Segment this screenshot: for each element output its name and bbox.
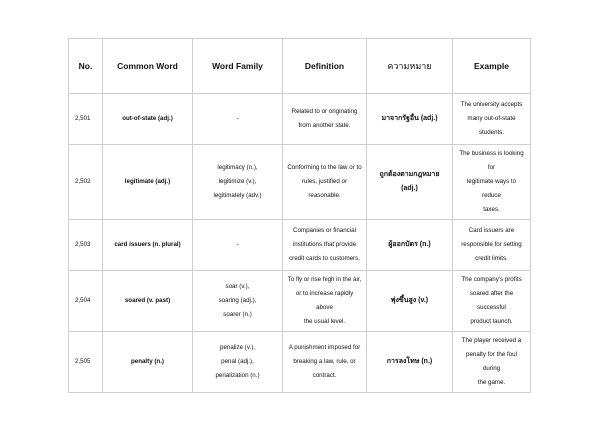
- cell-example-line: taxes.: [483, 206, 500, 213]
- header-common-word: Common Word: [103, 39, 193, 94]
- cell-thai-meaning: พุ่งขึ้นสูง (v.): [367, 271, 453, 332]
- cell-example: [453, 94, 531, 145]
- cell-number: 2,502: [69, 145, 103, 220]
- header-word-family: Word Family: [193, 39, 283, 94]
- cell-example: [453, 271, 531, 332]
- cell-common-word: legitimate (adj.): [103, 145, 193, 220]
- table-row: [69, 94, 531, 145]
- cell-example-line: The player received a: [461, 337, 522, 344]
- cell-word-family-line: soaring (adj.),: [218, 297, 257, 304]
- header-no: No.: [69, 39, 103, 94]
- cell-word-family: [193, 271, 283, 332]
- cell-definition-line: A punishment imposed for: [288, 344, 361, 351]
- cell-definition-line: breaking a law, rule, or: [293, 358, 356, 365]
- cell-number: 2,503: [69, 220, 103, 271]
- cell-example-line: legitimate ways to reduce: [466, 178, 517, 199]
- cell-number: 2,505: [69, 332, 103, 393]
- cell-common-word: card issuers (n. plural): [103, 220, 193, 271]
- cell-common-word: penalty (n.): [103, 332, 193, 393]
- cell-example-line: the game.: [477, 379, 506, 386]
- cell-word-family-line: penalize (v.),: [220, 344, 255, 351]
- cell-word-family-line: penalization (n.): [215, 372, 260, 379]
- cell-example-line: responsible for setting: [461, 241, 522, 248]
- cell-thai-meaning: การลงโทษ (n.): [367, 332, 453, 393]
- cell-thai-meaning: ผู้ออกบัตร (n.): [367, 220, 453, 271]
- cell-word-family-line: legitimacy (n.),: [217, 164, 258, 171]
- cell-definition: [283, 220, 367, 271]
- cell-example-line: The business is looking for: [459, 150, 524, 171]
- cell-word-family: [193, 220, 283, 271]
- cell-common-word: soared (v. past): [103, 271, 193, 332]
- header-thai-meaning: ความหมาย: [367, 39, 453, 94]
- cell-example: [453, 332, 531, 393]
- cell-thai-meaning: ถูกต้องตามกฎหมาย (adj.): [367, 145, 453, 220]
- table-row: [69, 145, 531, 220]
- cell-example-line: credit limits.: [475, 255, 508, 262]
- cell-definition-line: credit cards to customers.: [289, 255, 360, 262]
- header-example: Example: [453, 39, 531, 94]
- cell-thai-meaning: มาจากรัฐอื่น (adj.): [367, 94, 453, 145]
- cell-definition-line: reasonable.: [308, 192, 341, 199]
- cell-example-line: Card issuers are: [468, 227, 515, 234]
- cell-definition-line: contract.: [312, 372, 337, 379]
- cell-word-family-line: -: [236, 115, 239, 122]
- cell-word-family-line: -: [236, 241, 239, 248]
- cell-definition-line: rules, justified or: [301, 178, 348, 185]
- vocabulary-table: [68, 38, 531, 393]
- cell-definition: [283, 145, 367, 220]
- cell-example-line: soared after the successful: [469, 290, 514, 311]
- table-body: [69, 94, 531, 393]
- cell-definition: [283, 94, 367, 145]
- cell-definition-line: the usual level.: [303, 318, 346, 325]
- cell-definition-line: from another state.: [298, 122, 351, 129]
- cell-example-line: product launch.: [470, 318, 513, 325]
- cell-example: [453, 145, 531, 220]
- cell-definition-line: Companies or financial: [293, 227, 356, 234]
- table-row: [69, 220, 531, 271]
- cell-example: [453, 220, 531, 271]
- cell-definition-line: Related to or originating: [291, 108, 358, 115]
- cell-definition-line: or to increase rapidly above: [295, 290, 354, 311]
- table-row: [69, 332, 531, 393]
- cell-definition-line: Conforming to the law or to: [287, 164, 362, 171]
- cell-example-line: penalty for the foul during: [466, 351, 517, 372]
- cell-example-line: The company's profits: [461, 276, 522, 283]
- cell-definition: [283, 271, 367, 332]
- cell-word-family: [193, 145, 283, 220]
- cell-word-family-line: soar (v.),: [225, 283, 250, 290]
- cell-example-line: many out-of-state students.: [467, 115, 516, 136]
- cell-example-line: The university accepts: [460, 101, 523, 108]
- header-row: [69, 39, 531, 94]
- cell-word-family-line: penal (adj.),: [221, 358, 254, 365]
- header-definition: Definition: [283, 39, 367, 94]
- cell-word-family-line: legitimately (adv.): [213, 192, 262, 199]
- table-row: [69, 271, 531, 332]
- cell-definition-line: To fly or rise high in the air,: [287, 276, 362, 283]
- cell-word-family: [193, 332, 283, 393]
- cell-definition-line: institutions that provide: [292, 241, 357, 248]
- cell-word-family-line: legitimize (v.),: [218, 178, 257, 185]
- cell-definition: [283, 332, 367, 393]
- cell-word-family-line: soarer (n.): [223, 311, 252, 318]
- cell-common-word: out-of-state (adj.): [103, 94, 193, 145]
- cell-number: 2,504: [69, 271, 103, 332]
- cell-word-family: [193, 94, 283, 145]
- cell-number: 2,501: [69, 94, 103, 145]
